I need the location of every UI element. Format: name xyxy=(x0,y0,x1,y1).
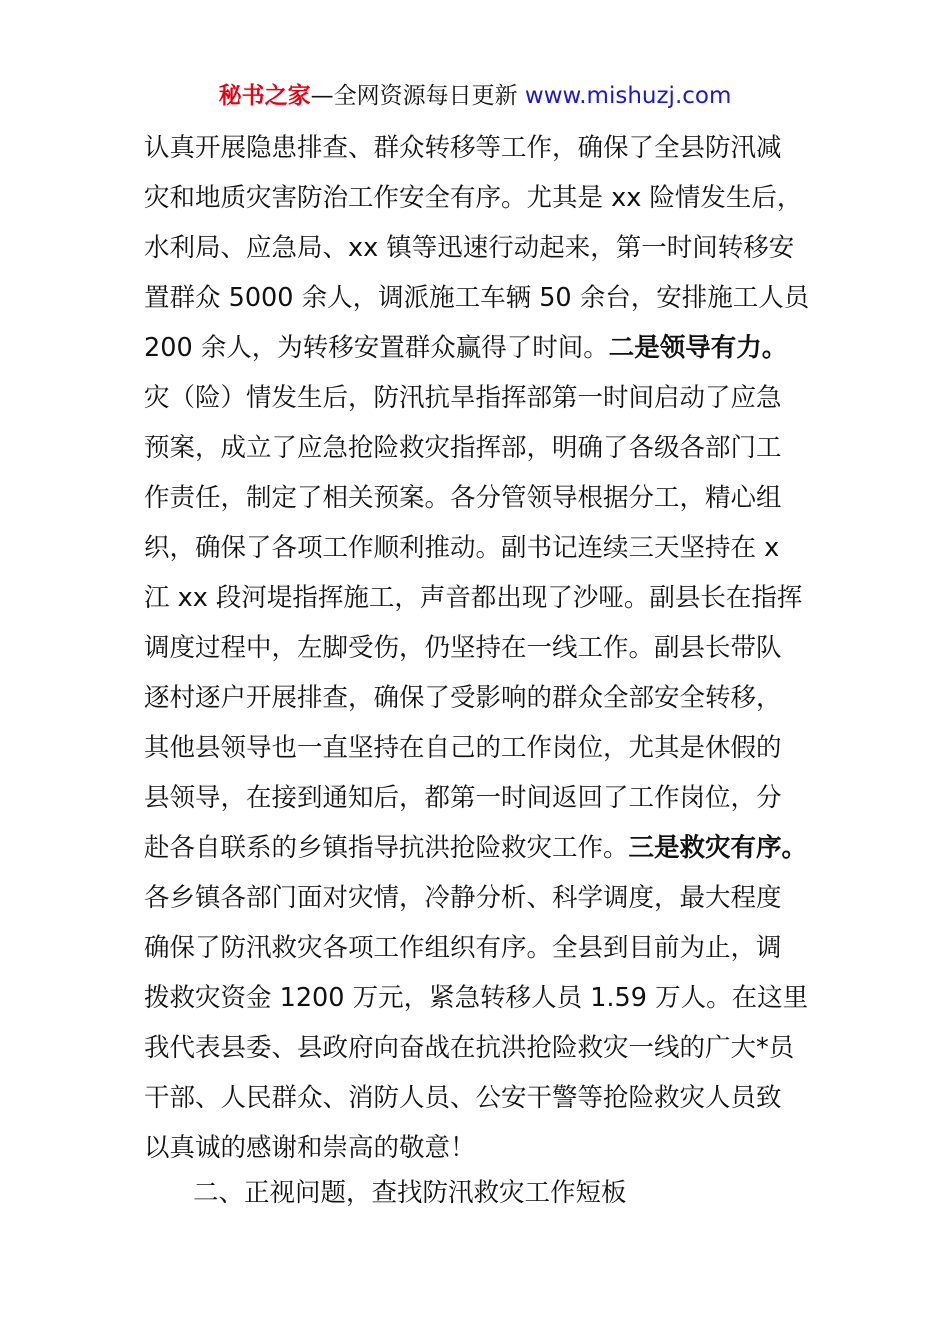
bold-phrase: 二是领导有力。 xyxy=(608,333,788,363)
text-line: 其他县领导也一直坚持在自己的工作岗位，尤其是休假的 xyxy=(144,733,782,763)
body-paragraph xyxy=(144,125,814,1175)
text-line: 我代表县委、县政府向奋战在抗洪抢险救灾一线的广大*员 xyxy=(144,1033,795,1063)
text-line: 预案，成立了应急抢险救灾指挥部，明确了各级各部门工 xyxy=(144,433,782,463)
text-line: 灾（险）情发生后，防汛抗旱指挥部第一时间启动了应急 xyxy=(144,383,782,413)
text-line: 作责任，制定了相关预案。各分管领导根据分工，精心组 xyxy=(144,483,782,513)
text-line: 水利局、应急局、xx 镇等迅速行动起来，第一时间转移安 xyxy=(144,233,795,263)
text-line: 认真开展隐患排查、群众转移等工作，确保了全县防汛减 xyxy=(144,133,782,163)
text-line: 逐村逐户开展排查，确保了受影响的群众全部安全转移， xyxy=(144,683,782,713)
text-line: 赴各自联系的乡镇指导抗洪抢险救灾工作。三是救灾有序。 xyxy=(144,833,808,863)
text-line: 拨救灾资金 1200 万元，紧急转移人员 1.59 万人。在这里 xyxy=(144,983,809,1013)
section-heading: 二、正视问题，查找防汛救灾工作短板 xyxy=(193,1178,627,1208)
text-line: 干部、人民群众、消防人员、公安干警等抢险救灾人员致 xyxy=(144,1083,782,1113)
text-line: 织，确保了各项工作顺利推动。副书记连续三天坚持在 x xyxy=(144,533,780,563)
text-line: 确保了防汛救灾各项工作组织有序。全县到目前为止，调 xyxy=(144,933,782,963)
brand-name: 秘书之家 xyxy=(218,83,311,109)
text-line: 置群众 5000 余人，调派施工车辆 50 余台，安排施工人员 xyxy=(144,283,810,313)
bold-phrase: 三是救灾有序。 xyxy=(628,833,808,863)
site-url[interactable]: www.mishuzj.com xyxy=(524,83,732,109)
text-line: 以真诚的感谢和崇高的敬意！ xyxy=(144,1133,476,1163)
text-line: 江 xx 段河堤指挥施工，声音都出现了沙哑。副县长在指挥 xyxy=(144,583,803,613)
text-line: 200 余人，为转移安置群众赢得了时间。二是领导有力。 xyxy=(144,333,788,363)
text-line: 灾和地质灾害防治工作安全有序。尤其是 xx 险情发生后， xyxy=(144,183,803,213)
text-line: 各乡镇各部门面对灾情，冷静分析、科学调度，最大程度 xyxy=(144,883,782,913)
text-line: 调度过程中，左脚受伤，仍坚持在一线工作。副县长带队 xyxy=(144,633,782,663)
header-tagline: —全网资源每日更新 xyxy=(310,83,525,109)
page-header xyxy=(0,80,950,112)
text-line: 县领导，在接到通知后，都第一时间返回了工作岗位，分 xyxy=(144,783,782,813)
